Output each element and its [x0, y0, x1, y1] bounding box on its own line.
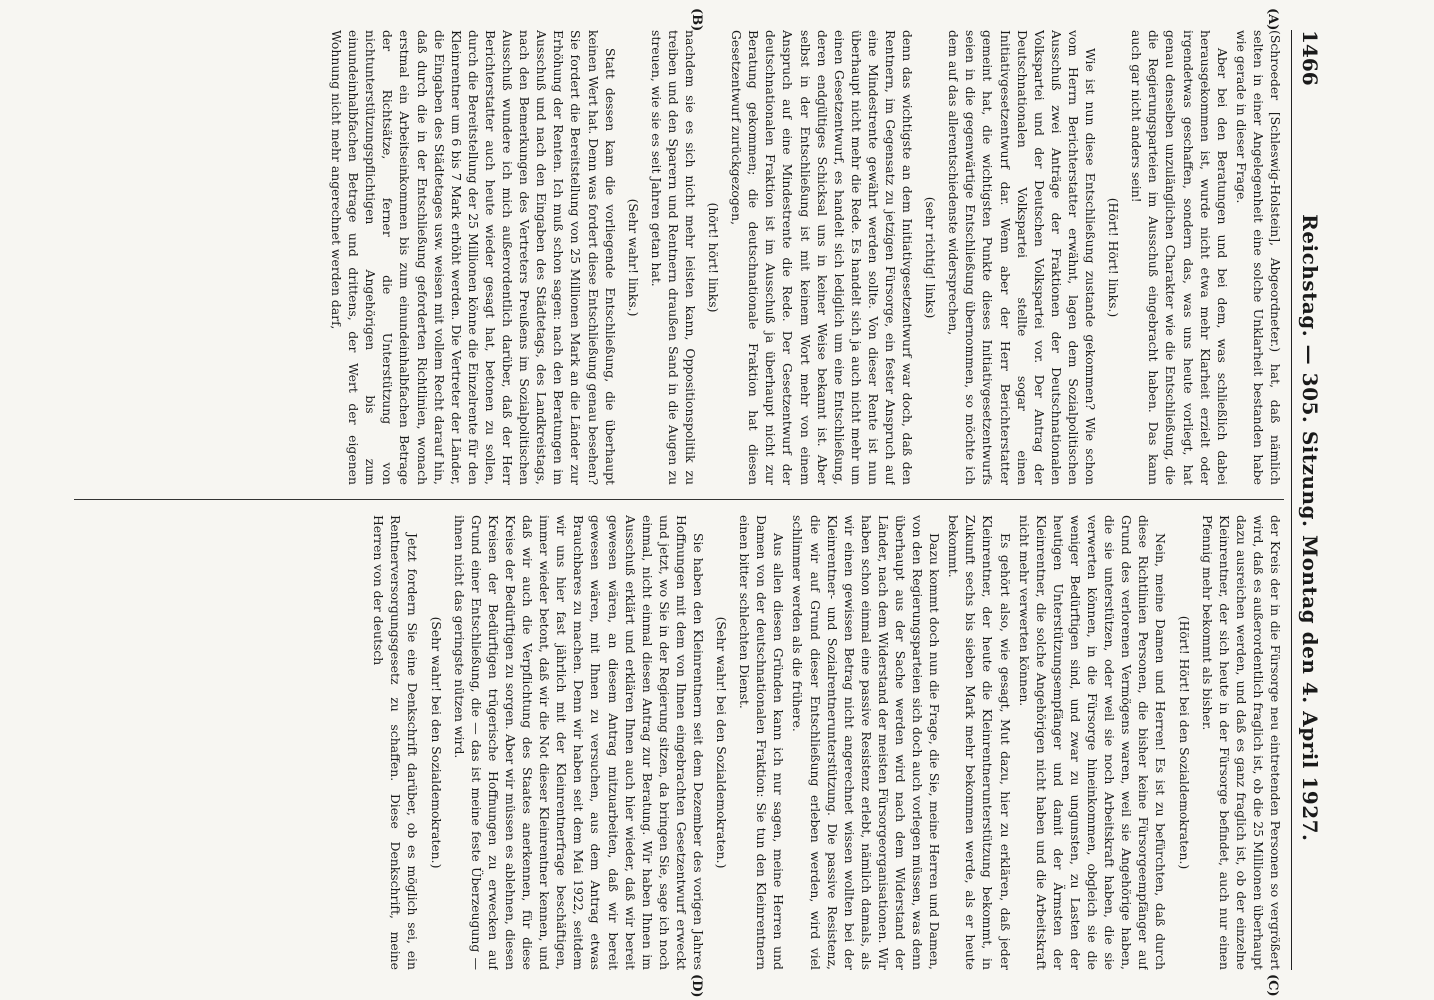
header-rule	[1291, 30, 1292, 970]
paragraph: Es gehört also, wie gesagt, Mut dazu, hier zu erklären, daß jeder Kleinrentner, der heute die Kleinrentnerunterstützung bekommt, in Zukunft sechs bis sieben Mark mehr bekommen werde, als er heute bekommt.	[946, 515, 1013, 970]
page-title: Reichstag. — 305. Sitzung. Montag den 4. April 1927.	[1298, 214, 1322, 842]
margin-marker-b: (B)	[689, 8, 704, 32]
paragraph: Aber bei den Beratungen und bei dem, was schließlich dabei herausgekommen ist, wurde nicht etwa mehr Klarheit erzielt oder irgendetwas geschaffen, sondern das, was uns heute vorliegt, hat genau denselben unzulänglichen Charakter wie die Entschließung, die die Regierungsparteien im Ausschuß eingebracht haben. Das kann auch gar nicht anders sein!	[1129, 30, 1230, 485]
paragraph: nachdem sie es sich nicht mehr leisten kann, Oppositionspolitik zu treiben und den Sparern und Rentnern draußen Sand in die Augen zu streuen, wie sie es seit Jahren getan hat.	[648, 30, 698, 485]
paragraph: Jetzt fordern Sie eine Denkschrift darüber, ob es möglich sei, ein Rentnerversorgungsgesetz zu schaffen. Diese Denkschrift, meine Herren von der deutsch	[371, 515, 421, 970]
page-header	[1296, 30, 1324, 970]
margin-marker-d: (D)	[689, 974, 704, 998]
interjection: (hört! hört! links)	[706, 202, 722, 313]
page-sheet	[54, 8, 1324, 998]
interjection: (Sehr wahr! bei den Sozialdemokraten.)	[714, 616, 730, 869]
left-column	[64, 30, 1284, 485]
margin-marker-a: (A)	[1265, 8, 1280, 31]
margin-marker-c: (C)	[1265, 974, 1280, 997]
interjection: (sehr richtig! links)	[923, 196, 939, 319]
page-number: 1466	[1298, 30, 1322, 86]
interjection: (Hört! Hört! bei den Sozialdemokraten.)	[1176, 615, 1192, 870]
interjection: (Hört! Hört! links.)	[1106, 197, 1122, 318]
paragraph: Dazu kommt doch nun die Frage, die Sie, meine Herren und Damen, von den Regierungsparteien sich doch auch vorlegen müssen, was denn überhaupt aus der Sache werden wird nach dem Widerstand der Länder, nach dem Widerstand der meisten Fürsorgeorganisationen. Wir haben schon einmal eine passive Resistenz erlebt, nämlich damals, als wir einen gewissen Betrag nicht angerechnet wissen wollten bei der Kleinrentner- und Sozialrentnerunterstützung. Die passive Resistenz, die wir auf Grund dieser Entschließung erleben werden, wird viel schlimmer werden als die frühere.	[790, 515, 943, 970]
paragraph: Aus allen diesen Gründen kann ich nur sagen, meine Herren und Damen von der deutschnationalen Fraktion: Sie tun den Kleinrentnern einen bitter schlechten Dienst.	[737, 515, 787, 970]
column-divider	[74, 499, 1284, 500]
right-column	[64, 515, 1284, 970]
interjection: (Sehr wahr! links.)	[625, 198, 641, 317]
interjection: (Sehr wahr! bei den Sozialdemokraten.)	[428, 616, 444, 869]
paragraph: (Schroeder [Schleswig-Holstein], Abgeordneter.) hat, daß nämlich selten in einer Angelegenheit eine solche Unklarheit bestanden habe wie gerade in dieser Frage.	[1233, 30, 1283, 485]
paragraph: denn das wichtigste an dem Initiativgesetzentwurf war doch, daß den Rentnern, im Gegensatz zu jetzigen Fürsorge, ein fester Anspruch auf eine Mindestrente gewährt werden sollte. Von dieser Rente ist nun überhaupt nicht mehr die Rede. Es handelt sich ja auch nicht mehr um einen Gesetzentwurf, es handelt sich lediglich um eine Entschließung, deren endgültiges Schicksal uns in keiner Weise bekannt ist. Aber selbst in der Entschließung ist mit keinem Wort mehr von einem Anspruch auf eine Mindestrente die Rede. Der Gesetzentwurf der deutschnationalen Fraktion ist im Ausschuß ja überhaupt nicht zur Beratung gekommen; die deutschnationale Fraktion hat diesen Gesetzentwurf zurückgezogen,	[729, 30, 916, 485]
paragraph: der Kreis der in die Fürsorge neu eintretenden Personen so vergrößert wird, daß es außerordentlich fraglich ist, ob die 25 Millionen überhaupt dazu ausreichen werden, und daß es ganz fraglich ist, ob der einzelne Kleinrentner, der sich heute in der Fürsorge befindet, auch nur einen Pfennig mehr bekommt als bisher.	[1199, 515, 1283, 970]
paragraph: Statt dessen kam die vorliegende Entschließung, die überhaupt keinen Wert hat. Denn was fordert diese Entschließung genau besehen? Sie fordert die Bereitstellung von 25 Millionen Mark an die Länder zur Erhöhung der Renten. Ich muß schon sagen: nach den Beratungen im Ausschuß und nach den Eingaben des Städtetags, des Landkreistags, nach den Bemerkungen des Vertreters Preußens im Sozialpolitischen Ausschuß wundere ich mich außerordentlich darüber, daß der Herr Berichterstatter auch heute wieder gesagt hat, betonen zu sollen, durch die Bereitstellung der 25 Millionen könne die Einzelrente für den Kleinrentner um 6 bis 7 Mark erhöht werden. Die Vertreter der Länder, die Eingaben des Städtetages usw. weisen mit vollem Recht darauf hin, daß durch die in der Entschließung geforderten Richtlinien, wonach erstmal ein Arbeitseinkommen bis zum einundeinhalbfachen Betrage der Richtsätze, ferner die Unterstützung von nichtunterstützungspflichtigen Angehörigen bis zum einundeinhalbfachen Betrage und drittens, der Wert der eigenen Wohnung nicht mehr angerechnet werden darf,	[329, 30, 618, 485]
paragraph: Nein, meine Damen und Herren! Es ist zu befürchten, daß durch diese Richtlinien Personen, die bisher keine Fürsorgeempfänger auf Grund des verlorenen Vermögens waren, weil sie Angehörige haben, die sie unterstützen, oder weil sie noch Arbeitskraft haben, die sie verwerten können, in die Fürsorge hineinkommen, obgleich sie die weniger Bedürftigen sind, und zwar zu ungunsten, zu Lasten der heutigen Unterstützungsempfänger und damit der Ärmsten der Kleinrentner, die solche Angehörigen nicht haben und die Arbeitskraft nicht mehr verwerten können.	[1016, 515, 1169, 970]
paragraph: Wie ist nun diese Entschließung zustande gekommen? Wie schon vom Herrn Berichterstatter erwähnt, lagen dem Sozialpolitischen Ausschuß zwei Anträge der Fraktionen der Deutschnationalen Volkspartei und der Deutschen Volkspartei vor. Der Antrag der Deutschnationalen Volkspartei stellte sogar einen Initiativgesetzentwurf dar. Wenn aber der Herr Berichterstatter gemeint hat, die wichtigsten Punkte dieses Initiativgesetzentwurfs seien in die gegenwärtige Entschließung übernommen, so möchte ich dem auf das allerentschiedenste widersprechen,	[946, 30, 1099, 485]
paragraph: Sie haben den Kleinrentnern seit dem Dezember des vorigen Jahres Hoffnungen mit dem von Ihnen eingebrachten Gesetzentwurf erweckt und jetzt, wo Sie in der Regierung sitzen, da bringen Sie, sage ich noch einmal, nicht einmal diesen Antrag zur Beratung. Wir haben Ihnen im Ausschuß erklärt und erklären Ihnen auch hier wieder, daß wir bereit gewesen wären, an diesem Antrag mitzuarbeiten, daß wir bereit gewesen wären, mit Ihnen zu versuchen, aus dem Antrag etwas Brauchbares zu machen. Denn wir haben seit dem Mai 1922, seitdem wir uns hier fast jährlich mit der Kleinrentnerfrage beschäftigen, immer wieder betont, daß wir die Not dieser Kleinrentner kennen, und daß wir auch die Verpflichtung des Staates anerkennen, für diese Kreise der Bedürftigen zu sorgen. Aber wir müssen es ablehnen, diesen Kreisen der Bedürftigen trügerische Hoffnungen zu erwecken auf Grund einer Entschließung, die — das ist meine feste Überzeugung — ihnen nicht das geringste nützen wird.	[451, 515, 706, 970]
